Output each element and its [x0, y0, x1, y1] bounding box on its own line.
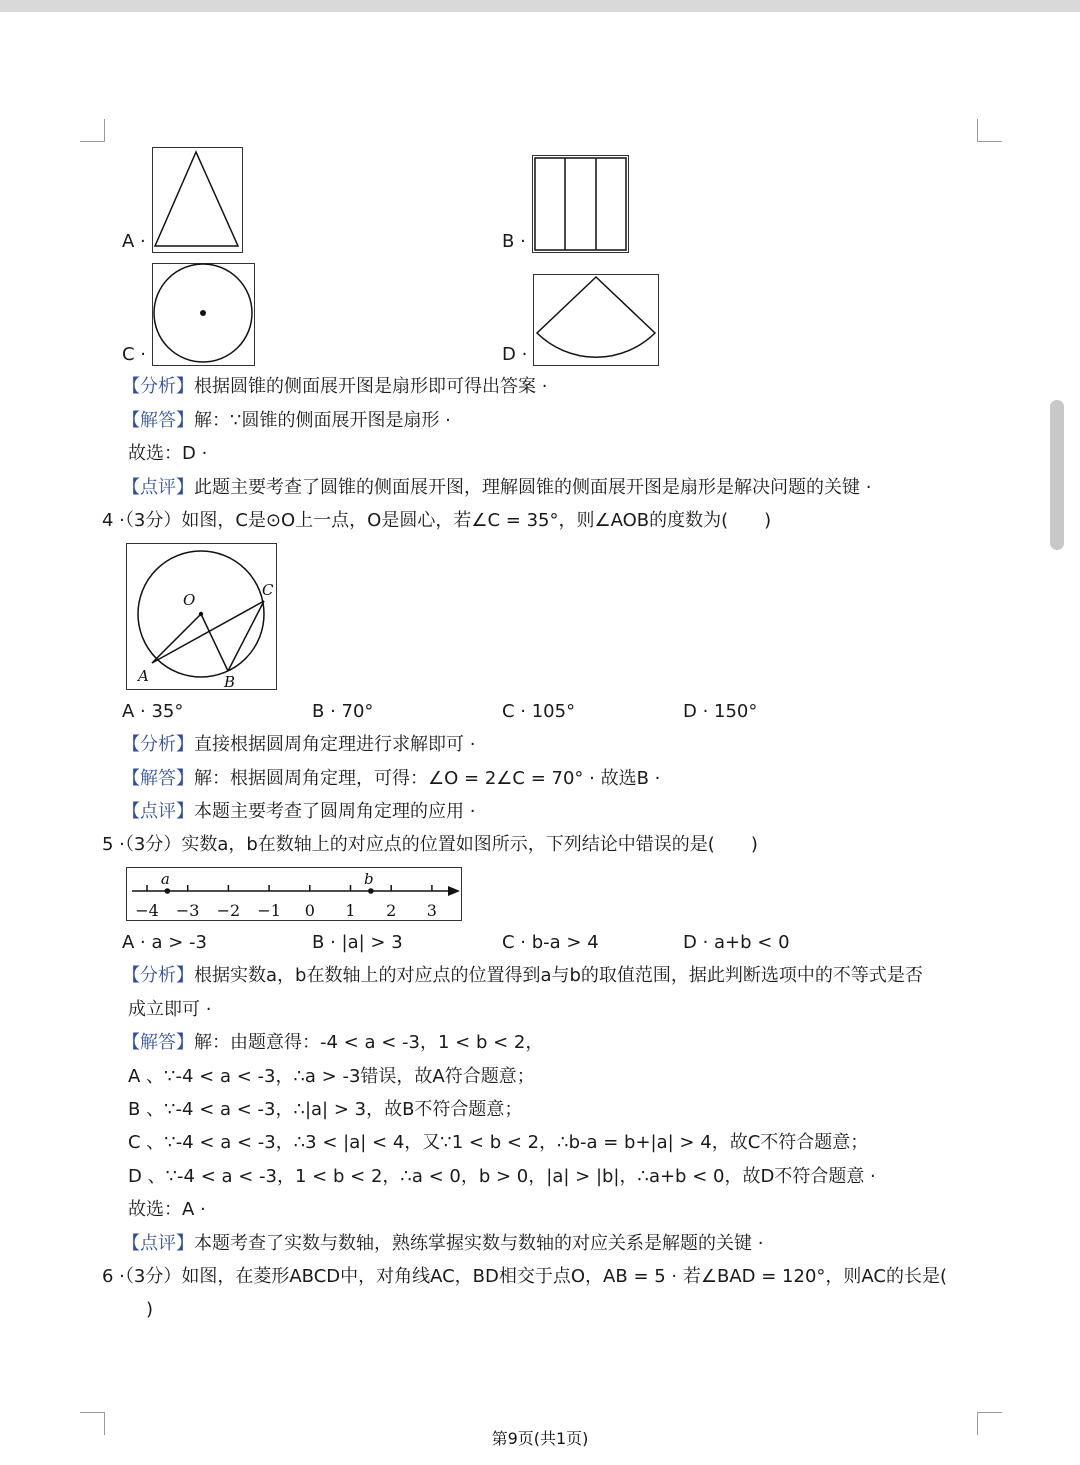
q3-option-c-label: C ·	[122, 344, 147, 365]
q5-analysis	[122, 964, 923, 988]
analysis-tag: 【分析】	[122, 734, 194, 755]
q4-label-c: C	[262, 581, 274, 599]
q6-stem-line1: 6 ·（3分）如图，在菱形ABCD中，对角线AC，BD相交于点O，AB = 5 · 若∠BAD = 120°，则AC的长是(	[102, 1266, 947, 1287]
solution-tag: 【解答】	[122, 768, 194, 789]
number-line-tick-label: −2	[216, 901, 241, 920]
q5-choose: 故选：A ·	[128, 1199, 206, 1220]
analysis-tag: 【分析】	[122, 376, 194, 397]
q5-analysis-line2: 成立即可 ·	[128, 999, 212, 1020]
number-line-tick-label: 3	[426, 901, 437, 920]
q5-option-c: C · b-a > 4	[502, 932, 599, 953]
q5-option-a: A · a > -3	[122, 932, 207, 953]
number-line-tick-label: 0	[304, 901, 315, 920]
q3-option-b-label: B ·	[502, 231, 526, 252]
q4-analysis	[122, 733, 475, 757]
q4-option-c: C · 105°	[502, 701, 576, 722]
q3-figure-d-sector	[533, 274, 661, 368]
q5-step-a: A 、∵-4 < a < -3，∴a > -3错误，故A符合题意；	[128, 1066, 535, 1087]
q4-option-a: A · 35°	[122, 701, 184, 722]
q5-step-b: B 、∵-4 < a < -3，∴|a| > 3，故B不符合题意；	[128, 1099, 523, 1120]
q4-circle-figure	[126, 543, 278, 691]
q6-stem-line2: )	[146, 1299, 154, 1320]
q4-option-b: B · 70°	[312, 701, 374, 722]
q5-step-d: D 、∵-4 < a < -3，1 < b < 2，∴a < 0，b > 0，|a| > |b|，∴a+b < 0，故D不符合题意 ·	[128, 1166, 876, 1187]
scrollbar-thumb[interactable]	[1050, 400, 1064, 550]
number-line-point-label: a	[160, 870, 170, 888]
q5-solution	[122, 1031, 543, 1055]
number-line-point-a	[165, 888, 171, 894]
analysis-text: 直接根据圆周角定理进行求解即可 ·	[194, 734, 476, 755]
q5-stem: 5 ·（3分）实数a，b在数轴上的对应点的位置如图所示，下列结论中错误的是( )	[102, 834, 758, 855]
number-line-tick-label: 2	[386, 901, 397, 920]
crop-mark-top-left	[80, 119, 105, 142]
comment-text: 此题主要考查了圆锥的侧面展开图，理解圆锥的侧面展开图是扇形是解决问题的关键 ·	[194, 477, 872, 498]
number-line-tick-label: −4	[135, 901, 159, 920]
q5-number-line-figure	[126, 867, 464, 923]
viewer-top-bar	[0, 0, 1080, 12]
solution-text: 解：∵圆锥的侧面展开图是扇形 ·	[194, 410, 451, 431]
q5-option-d: D · a+b < 0	[683, 932, 790, 953]
page-footer: 第9页(共1页)	[491, 1429, 589, 1448]
q3-analysis	[122, 375, 547, 399]
q4-solution	[122, 767, 660, 791]
q4-label-o: O	[183, 591, 196, 609]
number-line-point-b	[368, 888, 374, 894]
solution-text: 解：根据圆周角定理，可得：∠O = 2∠C = 70° · 故选B ·	[194, 768, 661, 789]
number-line-point-label: b	[364, 870, 374, 888]
q5-option-b: B · |a| > 3	[312, 932, 403, 953]
q3-choose: 故选：D ·	[128, 443, 208, 464]
crop-mark-top-right	[977, 119, 1002, 142]
number-line-tick-label: 1	[345, 901, 356, 920]
q4-label-a: A	[138, 667, 149, 685]
q3-option-d-label: D ·	[502, 344, 528, 365]
analysis-text: 根据实数a，b在数轴上的对应点的位置得到a与b的取值范围，据此判断选项中的不等式是否	[194, 965, 923, 986]
q3-figure-b-rectangles	[532, 155, 630, 255]
analysis-tag: 【分析】	[122, 965, 194, 986]
q4-label-b: B	[224, 673, 236, 691]
number-line-arrow	[448, 886, 460, 896]
q4-option-d: D · 150°	[683, 701, 758, 722]
q4-stem: 4 ·（3分）如图，C是⊙O上一点，O是圆心，若∠C = 35°，则∠AOB的度数为( )	[102, 510, 772, 531]
q3-figure-a-triangle	[152, 147, 244, 255]
number-line-tick-label: −1	[257, 901, 281, 920]
solution-tag: 【解答】	[122, 1032, 194, 1053]
comment-tag: 【点评】	[122, 1233, 194, 1254]
analysis-text: 根据圆锥的侧面展开图是扇形即可得出答案 ·	[194, 376, 548, 397]
comment-text: 本题主要考查了圆周角定理的应用 ·	[194, 801, 476, 822]
q5-step-c: C 、∵-4 < a < -3，∴3 < |a| < 4，又∵1 < b < 2，∴b-a = b+|a| > 4，故C不符合题意；	[128, 1132, 869, 1153]
comment-text: 本题考查了实数与数轴，熟练掌握实数与数轴的对应关系是解题的关键 ·	[194, 1233, 764, 1254]
number-line-tick-label: −3	[175, 901, 200, 920]
q3-solution	[122, 409, 451, 433]
solution-tag: 【解答】	[122, 410, 194, 431]
comment-tag: 【点评】	[122, 801, 194, 822]
q3-comment	[122, 476, 871, 500]
q5-comment	[122, 1232, 763, 1256]
q4-comment	[122, 800, 475, 824]
comment-tag: 【点评】	[122, 477, 194, 498]
solution-text: 解：由题意得：-4 < a < -3，1 < b < 2，	[194, 1032, 544, 1053]
q3-option-a-label: A ·	[122, 231, 146, 252]
q3-figure-c-circle	[152, 263, 256, 367]
